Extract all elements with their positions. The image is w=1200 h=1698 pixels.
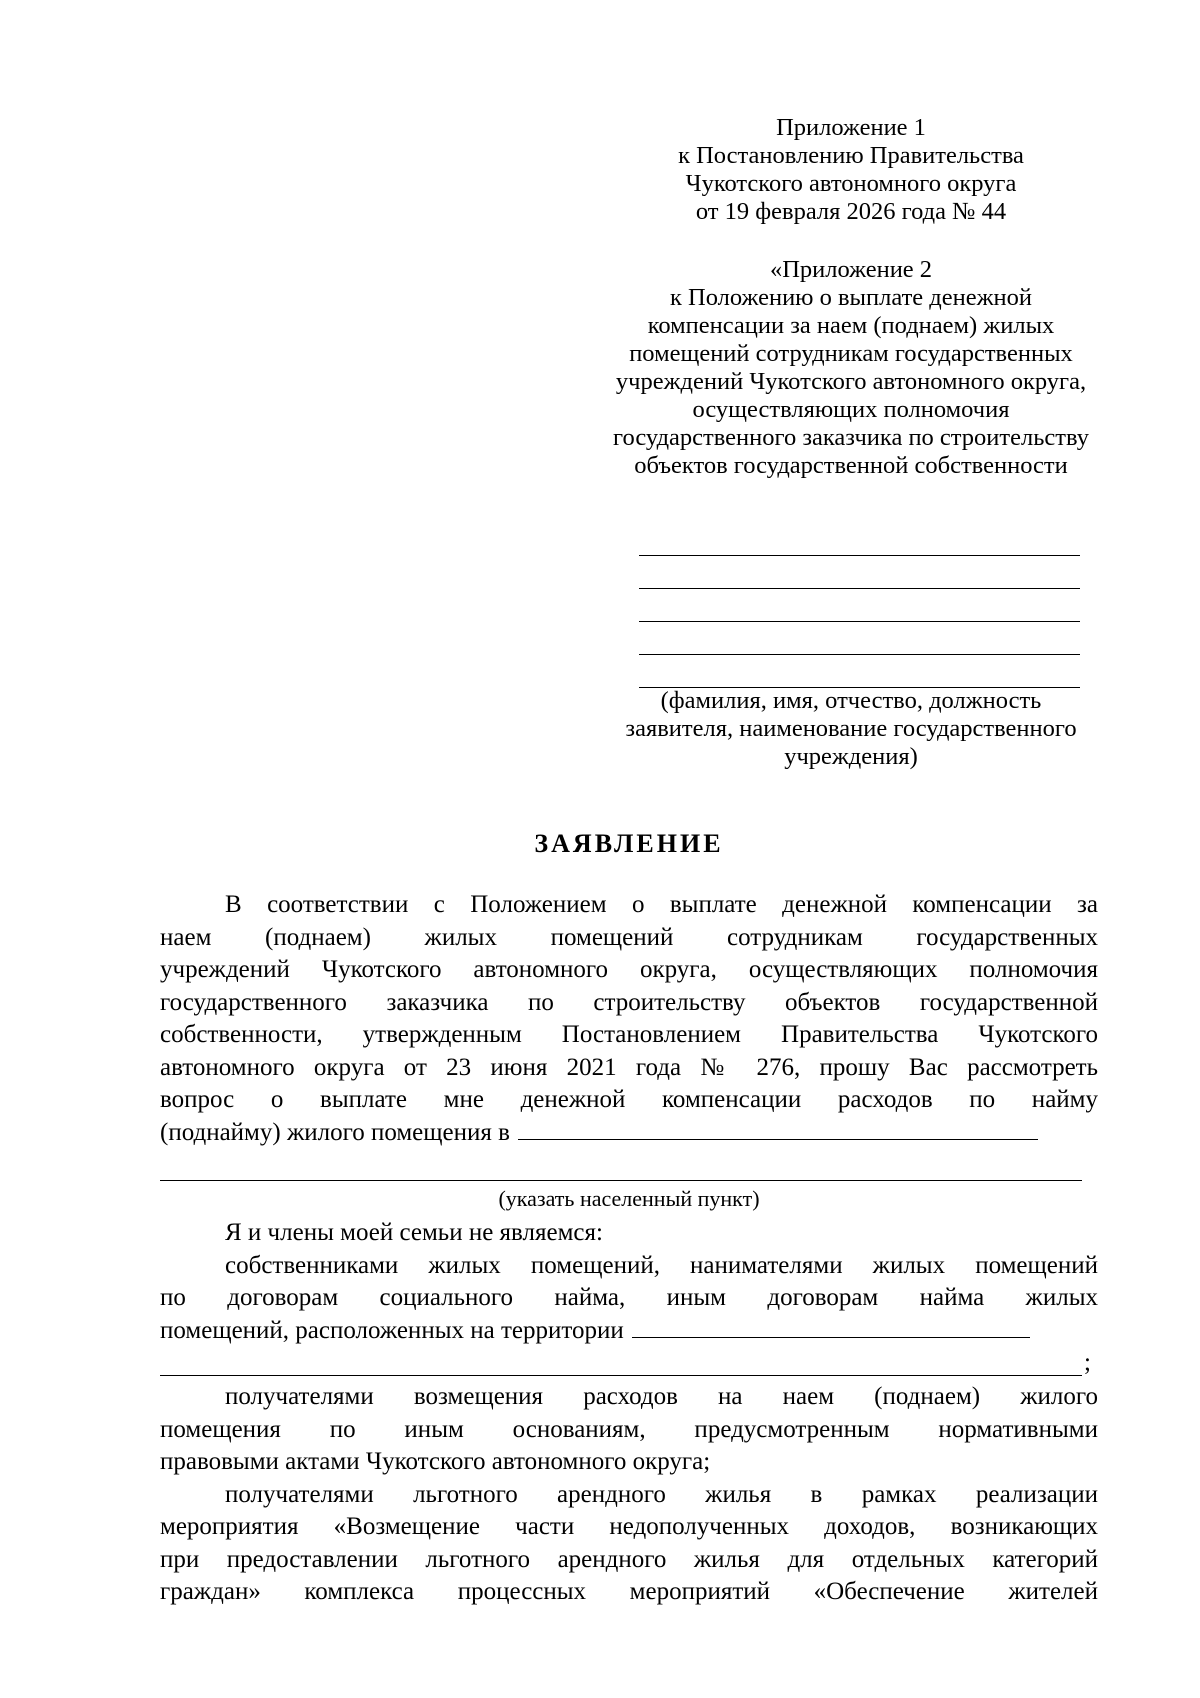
applicant-caption-line: (фамилия, имя, отчество, должность <box>660 687 1042 714</box>
main-paragraph <box>160 889 1098 1149</box>
paragraph-line: (поднайму) жилого помещения в <box>160 1118 510 1146</box>
locality-continuation-line[interactable] <box>160 1180 1082 1181</box>
applicant-caption <box>604 687 1098 771</box>
appendix-2-header <box>604 256 1098 480</box>
paragraph-line: наем (поднаем) жилых помещений сотрудникам государственных <box>160 923 1098 951</box>
appendix-1-line: к Постановлению Правительства <box>678 142 1024 169</box>
applicant-blank-line <box>639 555 1080 556</box>
appendix-2-line: учреждений Чукотского автономного округа, <box>615 368 1087 395</box>
item-2-line: получателями возмещения расходов на наем (поднаем) жилого <box>225 1383 1098 1410</box>
appendix-2-line: к Положению о выплате денежной <box>669 284 1033 311</box>
applicant-caption-line: учреждения) <box>784 743 918 770</box>
item-1-line: помещений, расположенных на территории <box>160 1316 624 1344</box>
appendix-2-line: осуществляющих полномочия <box>692 396 1010 423</box>
paragraph-last-line <box>160 1117 1098 1150</box>
item-2-line: правовыми актами Чукотского автономного округа; <box>160 1448 711 1475</box>
paragraph-line: В соответствии с Положением о выплате денежной компенсации за <box>225 891 1098 918</box>
item-3-line: получателями льготного арендного жилья в рамках реализации <box>225 1480 1098 1508</box>
territory-input-line[interactable] <box>632 1336 1030 1338</box>
applicant-blank-line <box>639 588 1080 589</box>
applicant-blank-line <box>639 621 1080 622</box>
appendix-1-line: Чукотского автономного округа <box>685 170 1017 197</box>
locality-input-line[interactable] <box>518 1138 1038 1140</box>
statement-section <box>160 1217 1098 1347</box>
appendix-2-line: компенсации за наем (поднаем) жилых <box>647 312 1055 339</box>
paragraph-line: собственности, утвержденным Постановлением Правительства Чукотского <box>160 1021 1098 1048</box>
item-3-line: при предоставлении льготного арендного жилья для отдельных категорий <box>160 1545 1098 1573</box>
applicant-blank-line <box>639 654 1080 655</box>
appendix-1-header <box>604 114 1098 226</box>
locality-caption: (указать населенный пункт) <box>498 1186 760 1211</box>
statement-items <box>160 1381 1098 1609</box>
statement-intro: Я и члены моей семьи не являемся: <box>225 1219 603 1246</box>
item-1-line: по договорам социального найма, иным договорам найма жилых <box>160 1284 1098 1311</box>
item-1-end-mark: ; <box>1084 1349 1091 1376</box>
paragraph-line: учреждений Чукотского автономного округа, осуществляющих полномочия <box>160 956 1098 983</box>
applicant-caption-line: заявителя, наименование государственного <box>625 715 1077 742</box>
appendix-1-line: Приложение 1 <box>776 114 926 141</box>
appendix-2-line: объектов государственной собственности <box>634 452 1068 479</box>
paragraph-line: автономного округа от 23 июня 2021 года № 276, прошу Вас рассмотреть <box>160 1053 1098 1081</box>
appendix-1-line: от 19 февраля 2026 года № 44 <box>695 198 1007 225</box>
document-title: ЗАЯВЛЕНИЕ <box>534 829 724 858</box>
item-3-line: граждан» комплекса процессных мероприятий «Обеспечение жителей <box>160 1578 1098 1605</box>
appendix-2-line: помещений сотрудникам государственных <box>629 340 1073 367</box>
paragraph-line: государственного заказчика по строительству объектов государственной <box>160 988 1098 1016</box>
appendix-2-line: «Приложение 2 <box>769 256 933 283</box>
item-2-line: помещения по иным основаниям, предусмотренным нормативными <box>160 1415 1098 1443</box>
item-1-last-line <box>160 1315 1098 1348</box>
item-1-line: собственниками жилых помещений, нанимателями жилых помещений <box>225 1251 1098 1279</box>
paragraph-line: вопрос о выплате мне денежной компенсации расходов по найму <box>160 1086 1098 1113</box>
territory-continuation-line[interactable] <box>160 1375 1082 1376</box>
item-3-line: мероприятия «Возмещение части недополученных доходов, возникающих <box>160 1513 1098 1540</box>
appendix-2-line: государственного заказчика по строительству <box>613 424 1089 451</box>
